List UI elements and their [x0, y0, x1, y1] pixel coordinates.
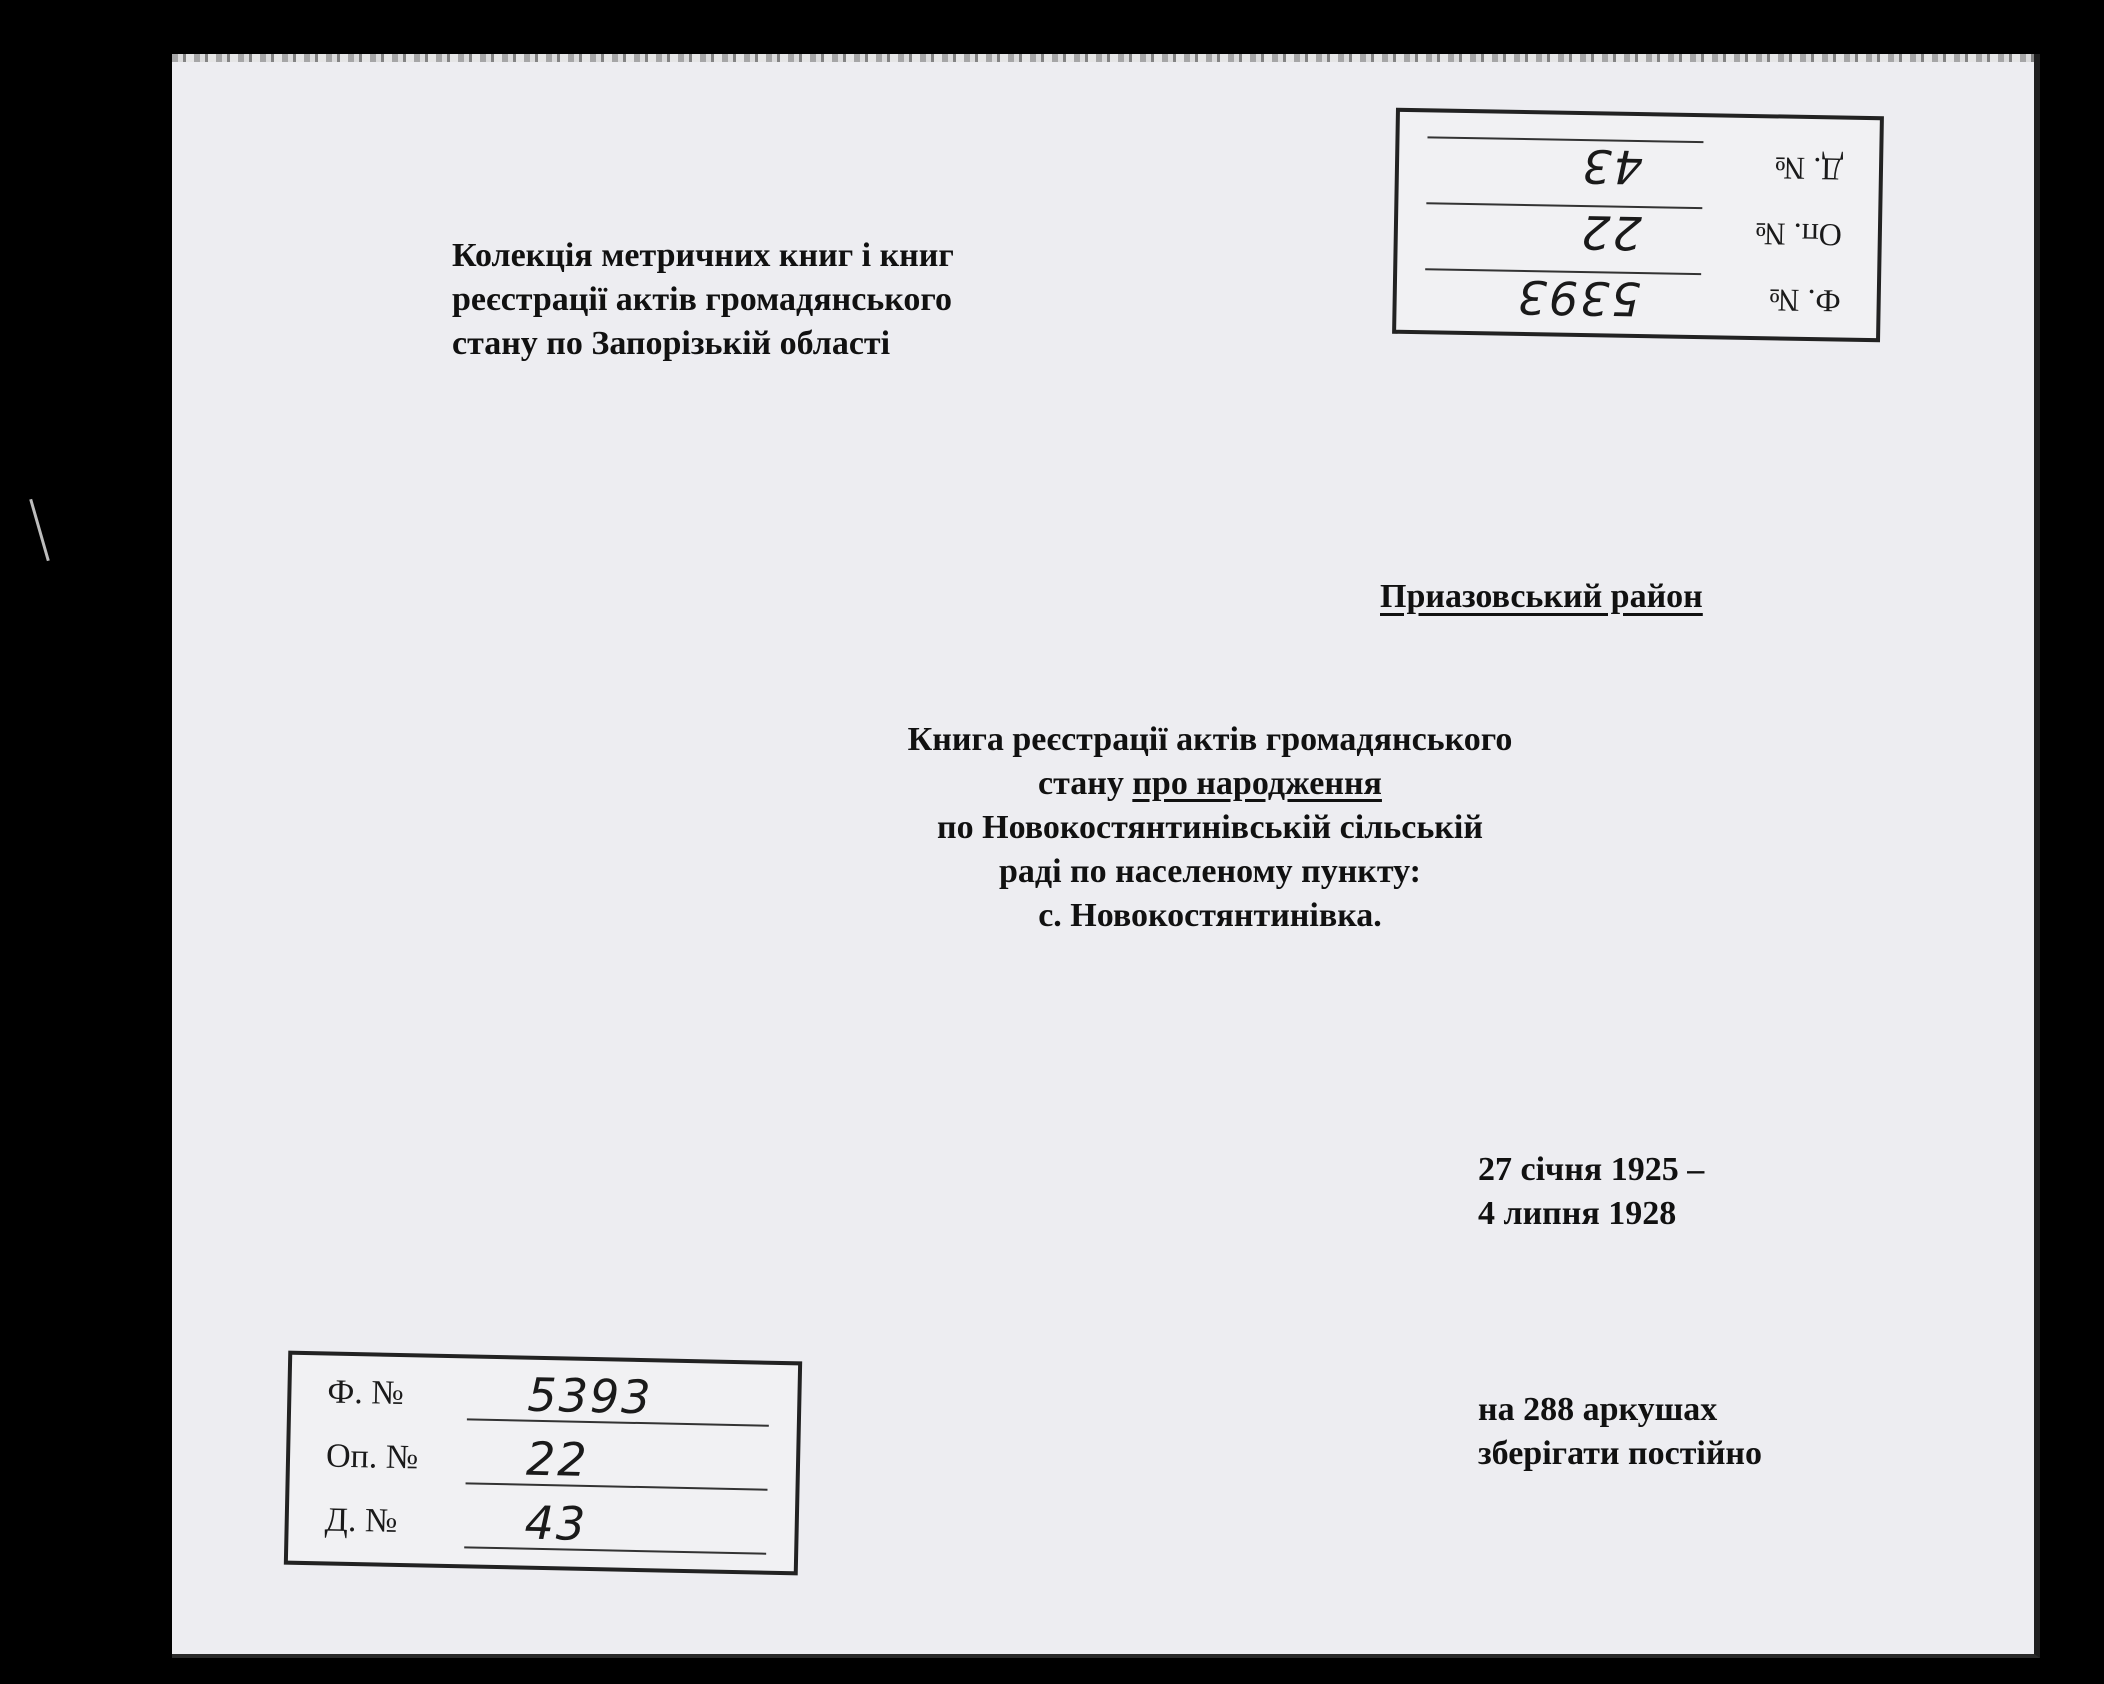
stamp-row-sprava — [1399, 128, 1880, 198]
collection-title-line: Колекція метричних книг і книг — [452, 237, 954, 274]
book-title-line: по Новокостянтинівській сільській — [937, 809, 1483, 846]
scan-scratch — [29, 499, 50, 561]
collection-title — [452, 234, 1212, 366]
stamp-value: 22 — [1578, 204, 1643, 261]
date-range — [1478, 1148, 1704, 1236]
stamp-value: 43 — [1580, 138, 1644, 195]
stamp-row-fond — [291, 1363, 798, 1436]
archive-stamp-bottom — [284, 1351, 802, 1576]
sheet-count: на 288 аркушах — [1478, 1391, 1718, 1428]
book-title-line: Книга реєстрації актів громадянського — [907, 721, 1513, 758]
stamp-label: Ф. № — [1768, 282, 1842, 320]
stamp-line — [1427, 136, 1703, 143]
collection-title-line: реєстрації актів громадянського — [452, 281, 953, 318]
stamp-label: Д. № — [324, 1501, 398, 1540]
date-start: 27 січня 1925 – — [1478, 1151, 1705, 1188]
date-end: 4 липня 1928 — [1478, 1195, 1677, 1232]
stamp-label: Ф. № — [327, 1373, 405, 1413]
stamp-value: 22 — [525, 1431, 590, 1487]
stamp-row-opys — [289, 1427, 796, 1500]
stamp-row-sprava — [288, 1491, 795, 1564]
book-title — [760, 718, 1660, 938]
stamp-label: Оп. № — [1754, 216, 1843, 254]
stamp-row-opys — [1397, 194, 1878, 264]
stamp-value: 5393 — [526, 1367, 654, 1425]
retention-note: зберігати постійно — [1478, 1435, 1763, 1472]
stamp-label: Д. № — [1774, 150, 1844, 188]
book-title-line — [760, 762, 1660, 806]
page-top-edge — [172, 54, 2034, 62]
book-title-line: раді по населеному пункту: — [999, 853, 1421, 890]
stamp-line — [464, 1546, 766, 1554]
book-title-prefix: стану — [1038, 765, 1133, 802]
stamp-line — [466, 1482, 768, 1490]
district-heading: Приазовський район — [1380, 578, 1703, 615]
archive-stamp-top — [1392, 108, 1884, 342]
collection-title-line: стану по Запорізькій області — [452, 325, 891, 362]
storage-info — [1478, 1388, 1762, 1476]
stamp-line — [1426, 202, 1702, 209]
record-type: про народження — [1132, 765, 1382, 802]
stamp-label: Оп. № — [325, 1437, 419, 1477]
book-title-line: с. Новокостянтинівка. — [1038, 897, 1382, 934]
stamp-row-fond — [1396, 260, 1877, 330]
stamp-value: 5393 — [1515, 269, 1642, 327]
stamp-value: 43 — [524, 1495, 588, 1551]
